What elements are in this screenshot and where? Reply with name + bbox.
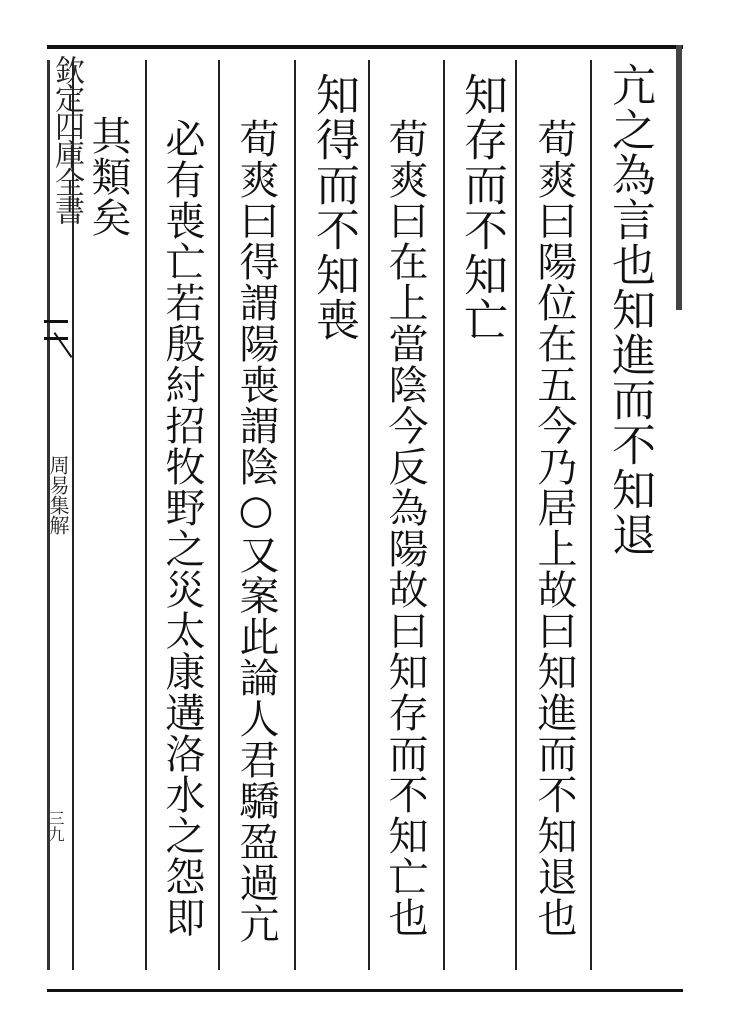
column-rule xyxy=(218,60,220,970)
text-column-7: 必有喪亡若殷紂招牧野之災太康遘洛水之怨即 xyxy=(159,118,205,938)
text-column-2: 荀爽曰陽位在五今乃居上故曰知進而不知退也 xyxy=(531,118,577,938)
column-rule xyxy=(443,60,445,970)
text-column-3: 知存而不知亡 xyxy=(456,72,507,342)
right-edge-mark xyxy=(676,45,682,310)
text-column-4: 荀爽曰在上當陰今反為陽故曰知存而不知亡也 xyxy=(382,118,428,938)
column-rule xyxy=(368,60,370,970)
text-column-8: 其類矣 xyxy=(85,115,131,238)
margin-page-number: 三九 xyxy=(46,810,65,842)
column-rule xyxy=(294,60,296,970)
text-column-6: 荀爽曰得謂陽喪謂陰○又案此論人君驕盈過亢 xyxy=(233,118,279,944)
page-frame xyxy=(47,45,683,992)
column-rule xyxy=(590,60,592,970)
margin-book-title: 周易集解 xyxy=(46,455,70,535)
text-column-1: 亢之為言也知進而不知退 xyxy=(604,62,655,557)
column-rule xyxy=(515,60,517,970)
column-rule xyxy=(145,60,147,970)
margin-collection-title: 欽定四庫全書 xyxy=(49,55,84,223)
text-column-5: 知得而不知喪 xyxy=(308,72,359,342)
